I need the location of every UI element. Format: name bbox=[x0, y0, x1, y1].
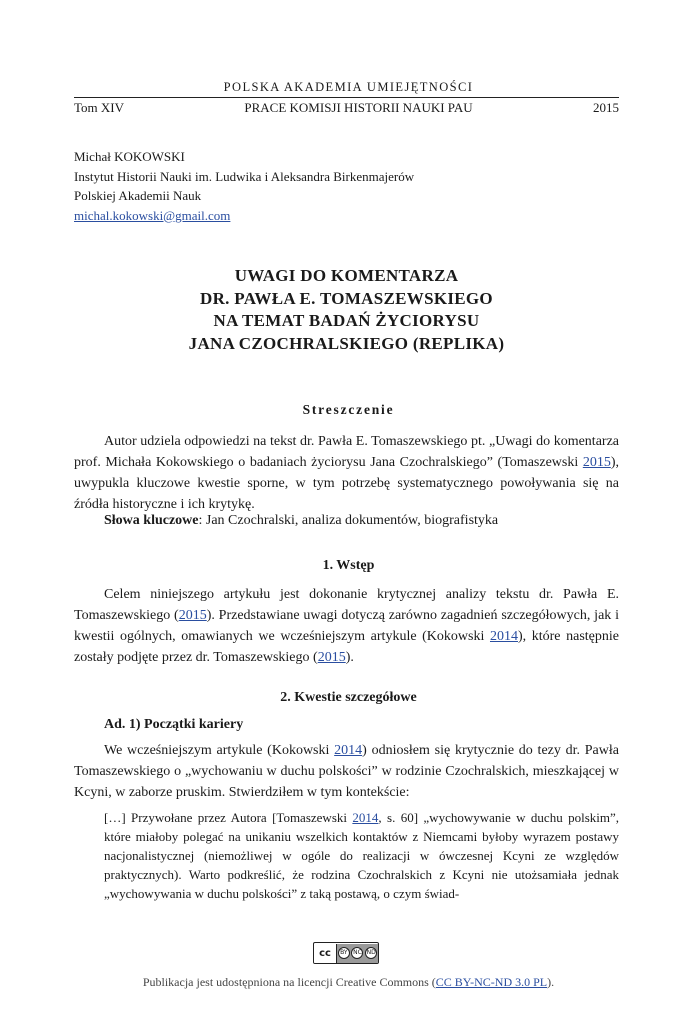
para-text: ) odniosłem się krytycznie do tezy dr. Pawła Tomaszewskiego o „wychowaniu w duchu polskości” w rodzinie Czochralskich, mieszkającej w Kcyni, w zaborze pruskim. Stwierdziłem w tym kontekście: bbox=[74, 743, 619, 800]
by-icon: BY bbox=[338, 947, 350, 959]
para-text: Celem niniejszego artykułu jest dokonanie krytycznej analizy tekstu dr. Pawła E. Tomaszewskiego ( bbox=[74, 587, 619, 623]
section-2-heading: 2. Kwestie szczegółowe bbox=[280, 690, 417, 705]
subsection-heading: Ad. 1) Początki kariery bbox=[104, 717, 244, 732]
title-line-3: NA TEMAT BADAŃ ŻYCIORYSU bbox=[213, 311, 480, 330]
license-link[interactable]: CC BY-NC-ND 3.0 PL bbox=[435, 975, 548, 989]
nd-icon: ND bbox=[365, 947, 377, 959]
author-email-link[interactable]: michal.kokowski@gmail.com bbox=[74, 207, 231, 223]
author-affiliation-2: Polskiej Akademii Nauk bbox=[74, 188, 202, 203]
section-1-paragraph bbox=[74, 584, 619, 668]
citation-link[interactable]: 2015 bbox=[178, 608, 207, 623]
series-label: PRACE KOMISJI HISTORII NAUKI PAU bbox=[244, 100, 473, 115]
block-quote bbox=[104, 808, 619, 903]
abstract-text-b: ), uwypukla kluczowe kwestie sporne, w tym potrzebę systematycznego powoływania się na źródła historyczne i ich krytykę. bbox=[74, 455, 619, 512]
citation-link[interactable]: 2015 bbox=[317, 650, 346, 665]
para-text: We wcześniejszym artykule (Kokowski bbox=[104, 743, 335, 758]
license-end: ). bbox=[547, 975, 555, 989]
citation-link[interactable]: 2014 bbox=[352, 810, 379, 825]
article-title bbox=[74, 265, 619, 355]
title-line-2: DR. PAWŁA E. TOMASZEWSKIEGO bbox=[200, 288, 493, 308]
keywords-label: Słowa kluczowe bbox=[104, 513, 199, 528]
citation-link[interactable]: 2014 bbox=[489, 629, 518, 644]
section-2-paragraph bbox=[74, 740, 619, 803]
cc-logo-icon: cc bbox=[314, 944, 337, 963]
license-footer bbox=[0, 975, 697, 990]
author-affiliation-1: Instytut Historii Nauki im. Ludwika i Aleksandra Birkenmajerów bbox=[74, 168, 415, 184]
cc-license-badge[interactable] bbox=[313, 942, 379, 964]
para-text: ). Przedstawiane uwagi dotyczą zarówno zagadnień szczegółowych, jak i kwestii ogólnych, omawianych we wcześniejszym artykule (Kokowski bbox=[74, 608, 619, 644]
header-rule bbox=[74, 97, 619, 98]
citation-link[interactable]: 2015 bbox=[582, 455, 611, 470]
citation-link[interactable]: 2014 bbox=[334, 743, 363, 758]
quote-text: , s. 60] „wychowywanie w duchu polskim”, które miałoby polegać na unikaniu wszelkich kontaktów z Niemcami byłoby wyrazem postawy nacjonalistycznej (niemożliwej w ogóle do realizacji w ówczesnej Kcyni ze względów praktycznych). Warto podkreślić, że rodzina Czochralskich z Kcyni nie utożsamiała jednak „wychowywania w duchu polskości” z taką postawą, o czym świad- bbox=[104, 810, 619, 901]
title-line-1: UWAGI DO KOMENTARZA bbox=[234, 266, 459, 285]
abstract-heading: Streszczenie bbox=[302, 402, 395, 417]
author-name: Michał KOKOWSKI bbox=[74, 149, 185, 164]
quote-text: […] Przywołane przez Autora [Tomaszewski bbox=[104, 810, 353, 825]
author-block bbox=[74, 147, 414, 225]
nc-icon: NC bbox=[351, 947, 363, 959]
para-text: ), które następnie zostały podjęte przez dr. Tomaszewskiego ( bbox=[74, 629, 619, 665]
title-line-4: JANA CZOCHRALSKIEGO (REPLIKA) bbox=[188, 333, 505, 353]
cc-attributes bbox=[337, 944, 378, 963]
section-1-heading: 1. Wstęp bbox=[322, 558, 375, 573]
running-header bbox=[74, 100, 619, 116]
abstract-text-a: Autor udziela odpowiedzi na tekst dr. Pawła E. Tomaszewskiego pt. „Uwagi do komentarza prof. Michała Kokowskiego o badaniach życiorysu Jana Czochralskiego” (Tomaszewski bbox=[74, 434, 619, 470]
license-text: Publikacja jest udostępniona na licencji Creative Commons ( bbox=[142, 975, 436, 989]
abstract-text bbox=[74, 431, 619, 515]
year-label: 2015 bbox=[592, 100, 619, 115]
para-text: ). bbox=[345, 650, 354, 665]
keywords bbox=[104, 510, 619, 531]
publisher-header: POLSKA AKADEMIA UMIEJĘTNOŚCI bbox=[223, 80, 474, 94]
volume-label: Tom XIV bbox=[74, 100, 125, 115]
keywords-text: : Jan Czochralski, analiza dokumentów, biografistyka bbox=[198, 513, 499, 528]
